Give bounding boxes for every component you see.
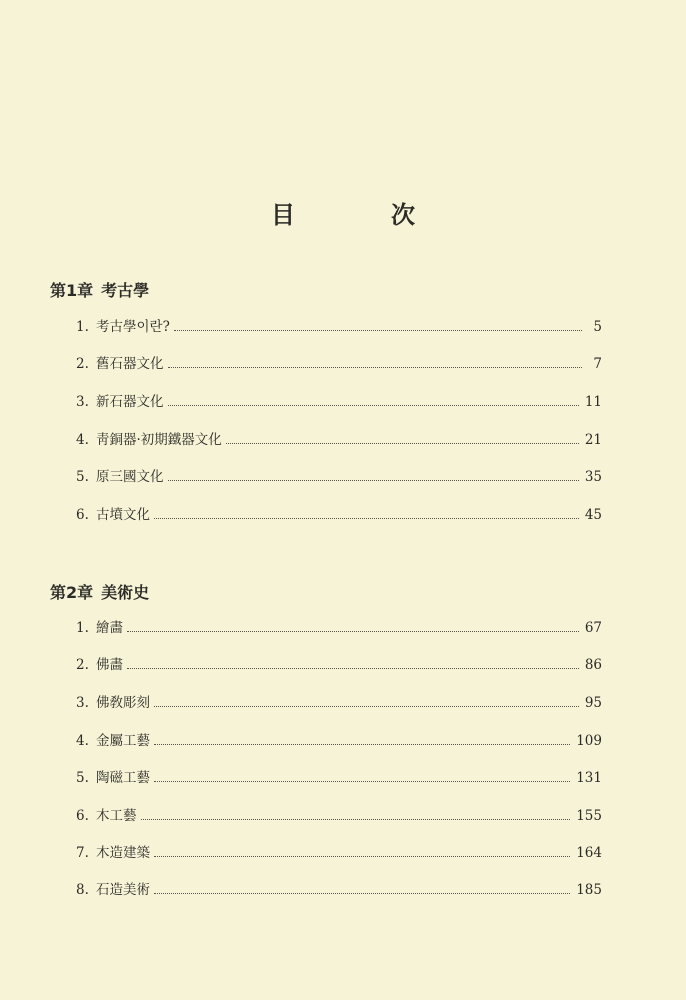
- entry-label: 木造建築: [96, 845, 150, 861]
- entry-label: 繪畵: [96, 620, 123, 636]
- entry-label: 佛敎彫刻: [96, 695, 150, 711]
- entry-page: 109: [576, 733, 602, 749]
- entry-label: 陶磁工藝: [96, 770, 150, 786]
- chapter-heading-1: [50, 278, 149, 301]
- dot-leader: [226, 443, 579, 444]
- entry-page: 21: [584, 432, 602, 448]
- entry-number: 8.: [76, 882, 89, 898]
- entry-page: 67: [584, 620, 602, 636]
- entry-page: 131: [576, 770, 602, 786]
- dot-leader: [154, 706, 579, 707]
- toc-entry[interactable]: [76, 503, 602, 523]
- chapter-name: 美術史: [101, 583, 150, 602]
- entry-number: 1.: [76, 620, 89, 636]
- entry-number: 2.: [76, 657, 89, 673]
- entry-page: 95: [584, 695, 602, 711]
- toc-entry[interactable]: [76, 428, 602, 448]
- entry-label: 木工藝: [96, 808, 137, 824]
- entry-number: 1.: [76, 319, 89, 335]
- entry-label: 舊石器文化: [96, 356, 164, 372]
- dot-leader: [154, 518, 579, 519]
- entry-number: 2.: [76, 356, 89, 372]
- chapter-number: 第1章: [50, 281, 94, 300]
- entry-label: 新石器文化: [96, 394, 164, 410]
- entry-label: 石造美術: [96, 882, 150, 898]
- entry-number: 3.: [76, 394, 89, 410]
- entry-number: 4.: [76, 733, 89, 749]
- toc-entry[interactable]: [76, 691, 602, 711]
- entry-page: 185: [576, 882, 602, 898]
- entry-label: 古墳文化: [96, 507, 150, 523]
- entry-page: 35: [584, 469, 602, 485]
- entry-label: 考古學이란?: [96, 319, 170, 335]
- dot-leader: [141, 819, 571, 820]
- entry-number: 5.: [76, 469, 89, 485]
- chapter-number: 第2章: [50, 583, 94, 602]
- toc-entry[interactable]: [76, 729, 602, 749]
- dot-leader: [168, 405, 579, 406]
- entry-label: 佛畵: [96, 657, 123, 673]
- chapter-name: 考古學: [101, 281, 150, 300]
- toc-entry[interactable]: [76, 653, 602, 673]
- dot-leader: [154, 856, 570, 857]
- dot-leader: [154, 781, 570, 782]
- entry-number: 3.: [76, 695, 89, 711]
- entry-number: 5.: [76, 770, 89, 786]
- entry-label: 原三國文化: [96, 469, 164, 485]
- chapter-heading-2: [50, 580, 149, 603]
- dot-leader: [168, 367, 583, 368]
- dot-leader: [174, 330, 582, 331]
- entry-page: 164: [576, 845, 602, 861]
- toc-entry[interactable]: [76, 804, 602, 824]
- dot-leader: [127, 631, 579, 632]
- toc-entry[interactable]: [76, 390, 602, 410]
- entry-label: 靑銅器·初期鐵器文化: [96, 432, 222, 448]
- entry-number: 6.: [76, 808, 89, 824]
- entry-number: 7.: [76, 845, 89, 861]
- toc-entry[interactable]: [76, 878, 602, 898]
- entry-page: 11: [584, 394, 602, 410]
- dot-leader: [154, 744, 570, 745]
- page-title: 目 次: [271, 200, 451, 229]
- toc-entry[interactable]: [76, 841, 602, 861]
- dot-leader: [168, 480, 579, 481]
- toc-entry[interactable]: [76, 352, 602, 372]
- entry-number: 4.: [76, 432, 89, 448]
- entry-page: 86: [584, 657, 602, 673]
- entry-page: 5: [593, 319, 602, 335]
- dot-leader: [127, 668, 579, 669]
- entry-page: 7: [593, 356, 602, 372]
- toc-entry[interactable]: [76, 616, 602, 636]
- entry-label: 金屬工藝: [96, 733, 150, 749]
- entry-number: 6.: [76, 507, 89, 523]
- toc-entry[interactable]: [76, 465, 602, 485]
- dot-leader: [154, 893, 570, 894]
- toc-entry[interactable]: [76, 766, 602, 786]
- toc-entry[interactable]: [76, 315, 602, 335]
- entry-page: 155: [576, 808, 602, 824]
- entry-page: 45: [584, 507, 602, 523]
